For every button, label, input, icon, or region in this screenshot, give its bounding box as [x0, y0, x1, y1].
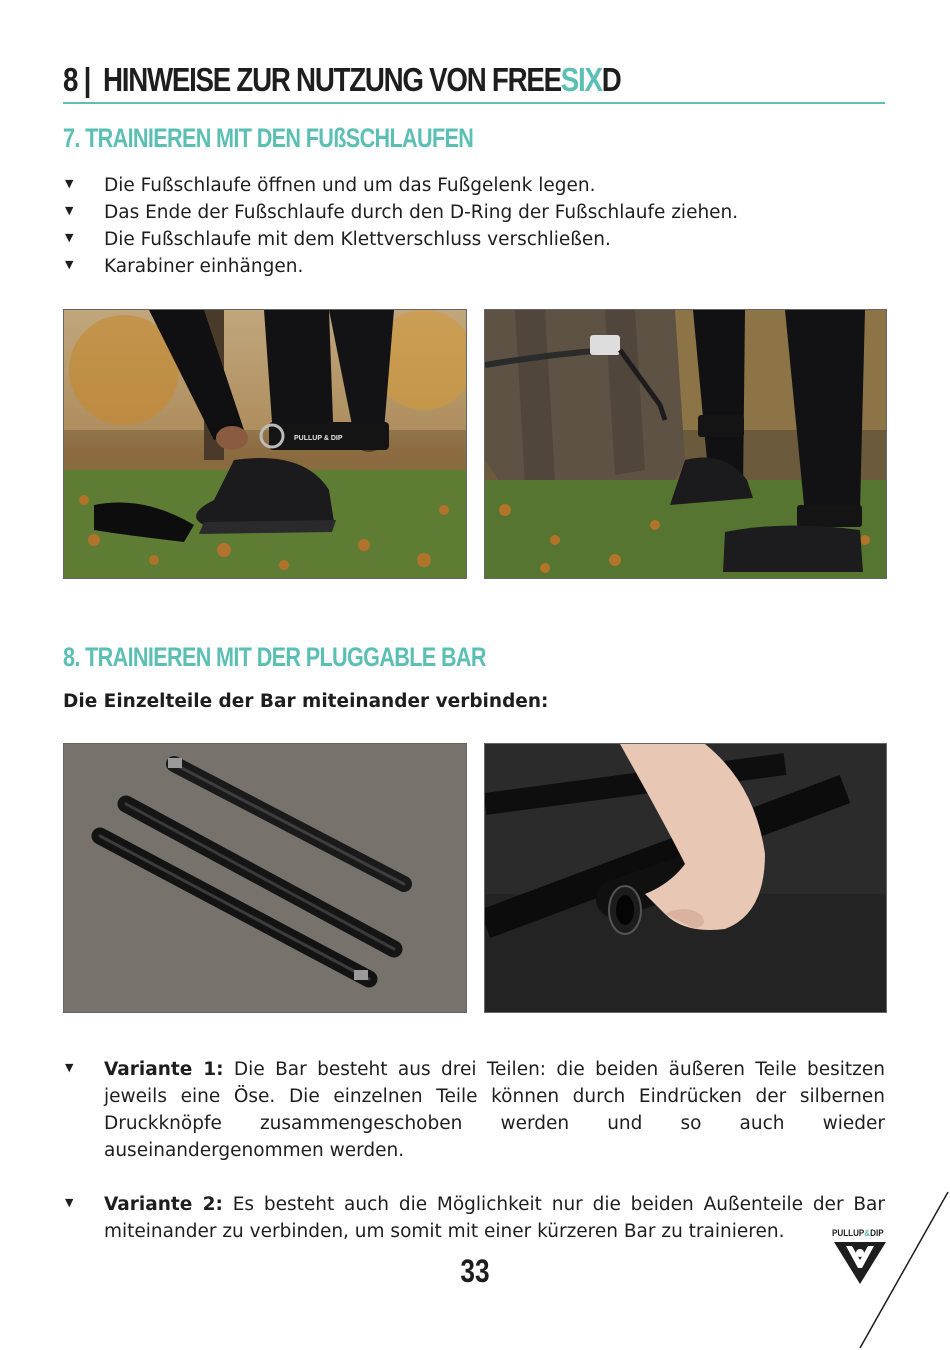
photo-bar-parts	[63, 743, 467, 1013]
variant-label: Variante 2:	[104, 1194, 223, 1215]
page-number: 33	[460, 1253, 490, 1289]
section-8-variant-list	[63, 1056, 885, 1245]
list-item	[63, 172, 885, 199]
bullet-triangle-icon: ▼	[65, 231, 74, 244]
corner-diagonal-line	[850, 1190, 950, 1350]
list-item	[63, 1191, 885, 1245]
section-8-subtitle: Die Einzelteile der Bar miteinander verbinden:	[63, 691, 549, 712]
logo-text-right: DIP	[870, 1228, 884, 1239]
list-item	[63, 226, 885, 253]
list-item-text: Die Fußschlaufe mit dem Klettverschluss verschließen.	[104, 229, 611, 250]
logo-text-left: PULLUP	[832, 1228, 865, 1239]
list-item-text: Karabiner einhängen.	[104, 256, 304, 277]
list-item	[63, 253, 885, 280]
logo-text-amp: &	[864, 1228, 871, 1239]
list-item-text: Die Fußschlaufe öffnen und um das Fußgelenk legen.	[104, 175, 596, 196]
header-separator: |	[83, 61, 91, 98]
photo-ankle-straps-tree	[484, 309, 887, 579]
list-item	[63, 1056, 885, 1164]
section-8-title: 8. TRAINIEREN MIT DER PLUGGABLE BAR	[63, 642, 486, 672]
bullet-triangle-icon: ▼	[65, 1061, 74, 1074]
section-7-title: 7. TRAINIEREN MIT DEN FUßSCHLAUFEN	[63, 123, 474, 153]
bullet-triangle-icon: ▼	[65, 204, 74, 217]
header-title	[63, 60, 753, 100]
variant-label: Variante 1:	[104, 1059, 224, 1080]
list-item-text: Das Ende der Fußschlaufe durch den D-Ring der Fußschlaufe ziehen.	[104, 202, 739, 223]
header-title-suffix: D	[601, 61, 621, 98]
variant-text: Die Bar besteht aus drei Teilen: die beiden äußeren Teile besitzen jeweils eine Öse. Die einzelnen Teile können durch Eindrücken der silbernen Druckknöpfe zusammengeschoben werden und so auch wieder auseinandergenommen werden.	[104, 1059, 885, 1161]
variant-text: Es besteht auch die Möglichkeit nur die beiden Außenteile der Bar miteinander zu verbinden, um somit mit einer kürzeren Bar zu trainieren.	[104, 1194, 885, 1242]
photo-ankle-strap-tying	[63, 309, 467, 579]
strap-brand-text: PULLUP & DIP	[294, 435, 343, 442]
page-header	[63, 60, 885, 104]
header-title-prefix: HINWEISE ZUR NUTZUNG VON FREE	[102, 61, 561, 98]
photo-bar-assembly	[484, 743, 887, 1013]
section-7-bullet-list	[63, 172, 885, 280]
bullet-triangle-icon: ▼	[65, 1196, 74, 1209]
bullet-triangle-icon: ▼	[65, 258, 74, 271]
chapter-number: 8	[63, 61, 78, 98]
bullet-triangle-icon: ▼	[65, 177, 74, 190]
header-title-accent: SIX	[560, 61, 602, 98]
list-item	[63, 199, 885, 226]
